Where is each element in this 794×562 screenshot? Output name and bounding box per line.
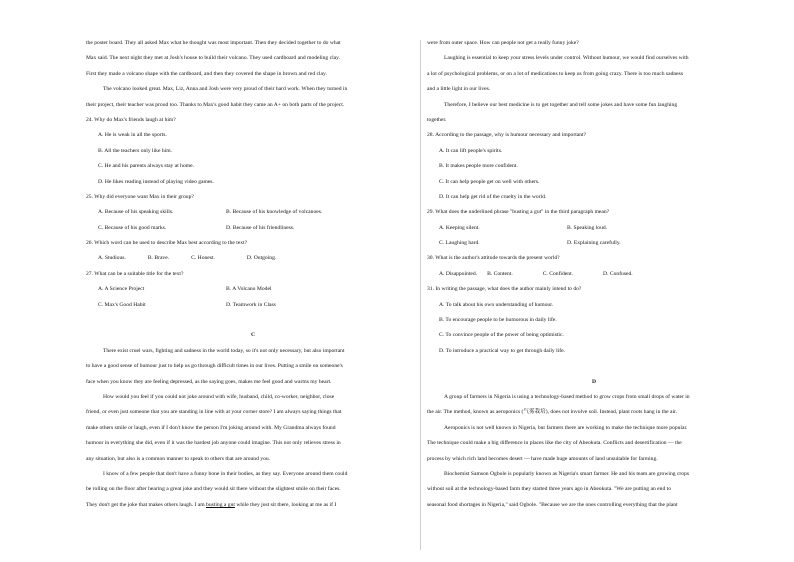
option-c: C. Max's Good Habit bbox=[98, 301, 146, 308]
option-row bbox=[86, 210, 420, 225]
text-line: a lot of psychological problems, or on a lot of medications to keep us from going crazy. There is too much sadness bbox=[427, 70, 684, 77]
option-b: B. Content. bbox=[487, 270, 513, 277]
option-b: B. All the teachers only like him. bbox=[98, 147, 172, 154]
option-row bbox=[427, 241, 761, 256]
option-b: B. To encourage people to be humorous in daily life. bbox=[439, 317, 557, 324]
option-b: B. It makes people more confident. bbox=[439, 163, 518, 170]
text-line: process by which rich land becomes desert — have made huge amounts of land unsuitable for farming. bbox=[427, 455, 658, 462]
question-24 bbox=[86, 118, 420, 195]
text-line: There exist cruel wars, fighting and sadness in the world today, so it's not only necessary, but also important bbox=[103, 347, 345, 354]
text-line: Laughing is essential to keep your stress levels under control. Without humour, we would find ourselves with bbox=[444, 55, 689, 62]
question-26 bbox=[86, 241, 420, 272]
section-heading-c: C bbox=[250, 332, 256, 339]
option-d: D. It can help get rid of the cruelty in the world. bbox=[439, 193, 547, 200]
question-stem: 31. In writing the passage, what does the author mainly intend to do? bbox=[427, 286, 582, 293]
text-line: Aeroponics is not well known in Nigeria, but farmers there are working to make the technique more popular. bbox=[444, 424, 688, 431]
option-c: C. To convince people of the power of being optimistic. bbox=[439, 332, 564, 339]
left-column bbox=[86, 41, 420, 518]
text-line: be rolling on the floor after hearing a great joke and they would sit there without the slightest smile on their faces. bbox=[86, 486, 341, 493]
text-line bbox=[86, 364, 420, 379]
text-line-content: to have a good sense of humour just to help us go through difficult times in our lives. Putting a smile on someone's bbox=[86, 363, 343, 370]
option-c: C. It can help people get on well with others. bbox=[439, 178, 540, 185]
option-d: D. Explaining carefully. bbox=[567, 240, 621, 247]
question-stem: 25. Why did everyone want Max in their group? bbox=[86, 193, 194, 200]
option-c: C. Laughing hard. bbox=[439, 240, 480, 247]
question-stem: 28. According to the passage, why is humour necessary and important? bbox=[427, 132, 587, 139]
option-d: D. He likes reading instead of playing video games. bbox=[98, 178, 214, 185]
text-line: Therefore, I believe our best medicine is to get together and tell some jokes and have some fun laughing bbox=[444, 101, 678, 108]
text-line: I know of a few people that don't have a funny bone in their bodies, as they say. Everyone around them could bbox=[103, 470, 348, 477]
text-line bbox=[86, 410, 420, 425]
passage-d bbox=[427, 395, 761, 518]
option-d: D. Outgoing. bbox=[246, 255, 277, 262]
option-row bbox=[427, 226, 761, 241]
option-a: A. To talk about his own understanding of humour. bbox=[439, 301, 554, 308]
text-line bbox=[86, 56, 420, 71]
option-a: A. Disappointed. bbox=[439, 270, 478, 277]
text-line-content: friend, or even just someone that you are standing in line with at your corner store? I am always saying things that bbox=[86, 409, 342, 416]
option-d: D. Confused. bbox=[603, 270, 633, 277]
option-d: D. Because of his friendliness. bbox=[226, 224, 295, 231]
option-a: A. Studious. bbox=[98, 255, 126, 262]
question-29 bbox=[427, 210, 761, 256]
text-line: First they made a volcano shape with the cardboard, and then they covered the shape in brown and red clay. bbox=[86, 70, 327, 77]
text-line: A group of farmers in Nigeria is using a technology-based method to grow crops from small drops of water in bbox=[444, 393, 690, 400]
question-stem: 29. What does the underlined phrase "busting a gut" in the third paragraph mean? bbox=[427, 209, 610, 216]
option-row bbox=[86, 256, 420, 271]
question-31 bbox=[427, 287, 761, 364]
text-line bbox=[86, 41, 420, 56]
text-line: their project, their teacher was proud too. Thanks to Max's good habit they came an A+ on both parts of the project. bbox=[86, 101, 345, 108]
text-line-content: make others smile or laugh, even if I don't know the person I'm joking around with. My Grandma always found bbox=[86, 424, 336, 431]
question-stem: 24. Why do Max's friends laugh at him? bbox=[86, 116, 176, 123]
option-b: B. Because of his knowledge of volcanoes. bbox=[226, 209, 323, 216]
text-line: The technique could make a big difference in places like the city of Abeokuta. Conflicts and desertification — the bbox=[427, 440, 682, 447]
text-line: face when you know they are feeling depressed, as the saying goes, makes me feel good and warms my heart. bbox=[86, 378, 332, 385]
question-25 bbox=[86, 195, 420, 241]
option-a: A. He is weak in all the sports. bbox=[98, 132, 167, 139]
text-line: together. bbox=[427, 116, 447, 123]
text-line-content: Max said. The next night they met at Josh's house to build their volcano. They used cardboard and modeling clay. bbox=[86, 55, 340, 62]
option-c: C. Because of his good marks. bbox=[98, 224, 167, 231]
text-line: without soil at the technology-based farm they started three years ago in Abeokuta. "We are putting an end to bbox=[427, 486, 671, 493]
option-c: C. Confident. bbox=[542, 270, 574, 277]
question-stem: 26. Which word can be used to describe Max best according to the text? bbox=[86, 240, 248, 247]
question-stem: 30. What is the author's attitude towards the present world? bbox=[427, 255, 560, 262]
text-line: were from outer space. How can people not get a really funny joke? bbox=[427, 40, 579, 46]
text-line: humour in everything she did, even if it was the hardest job anyone could imagine. This not only relieves stress in bbox=[86, 440, 341, 447]
text-line bbox=[86, 503, 420, 518]
option-c: C. He and his parents always stay at home. bbox=[98, 163, 195, 170]
option-row bbox=[86, 226, 420, 241]
passage-b-continued bbox=[86, 41, 420, 118]
question-30 bbox=[427, 256, 761, 287]
underlined-phrase: busting a gut bbox=[206, 501, 235, 508]
text-line bbox=[86, 426, 420, 441]
spacer bbox=[427, 364, 761, 379]
text-line: and a little light in our lives. bbox=[427, 86, 491, 93]
question-27 bbox=[86, 272, 420, 318]
option-d: D. To introduce a practical way to get through daily life. bbox=[439, 347, 565, 354]
section-heading-d: D bbox=[591, 378, 597, 385]
text-line: How would you feel if you could not joke around with wife, husband, child, co-worker, neighbor, close bbox=[103, 393, 335, 400]
option-row bbox=[86, 303, 420, 318]
option-a: A. Because of his speaking skills. bbox=[98, 209, 174, 216]
option-row bbox=[427, 272, 761, 287]
text-fragment: while they just sit there, looking at me as if I bbox=[236, 501, 337, 508]
column-divider bbox=[420, 40, 421, 550]
text-line-content: the poster board. They all asked Max what he thought was most important. Then they decided together to do what bbox=[86, 40, 341, 46]
text-line: the air. The method, known as aeroponics (气雾栽培), does not involve soil. Instead, plant roots hang in the air. bbox=[427, 409, 678, 416]
option-row bbox=[86, 287, 420, 302]
question-stem: 27. What can be a suitable title for the text? bbox=[86, 270, 184, 277]
text-line: Biochemist Samson Ogbole is popularly known as Nigeria's smart farmer. He and his team are growing crops bbox=[444, 470, 690, 477]
right-column bbox=[427, 41, 761, 518]
spacer bbox=[86, 318, 420, 333]
option-a: A. Keeping silent. bbox=[439, 224, 480, 231]
option-a: A. It can lift people's spirits. bbox=[439, 147, 503, 154]
passage-c-continued bbox=[427, 41, 761, 133]
passage-c bbox=[86, 349, 420, 518]
question-28 bbox=[427, 133, 761, 210]
option-a: A. A Science Project bbox=[98, 286, 145, 293]
text-fragment: They don't get the joke that makes others laugh. I am bbox=[86, 501, 205, 508]
option-d: D. Teamwork in Class bbox=[226, 301, 276, 308]
option-c: C. Honest. bbox=[191, 255, 215, 262]
option-b: B. A Volcano Model bbox=[226, 286, 272, 293]
option-b: B. Brave. bbox=[147, 255, 170, 262]
text-line: The volcano looked great. Max, Liz, Anna and Josh were very proud of their hard work. When they turned in bbox=[103, 86, 348, 93]
text-line: any situation, but also is a common manner to speak to others that are around you. bbox=[86, 455, 271, 462]
text-line: seasonal food shortages in Nigeria," said Ogbole. "Because we are the ones controlling everything that the plant bbox=[427, 501, 678, 508]
option-b: B. Speaking loud. bbox=[567, 224, 608, 231]
